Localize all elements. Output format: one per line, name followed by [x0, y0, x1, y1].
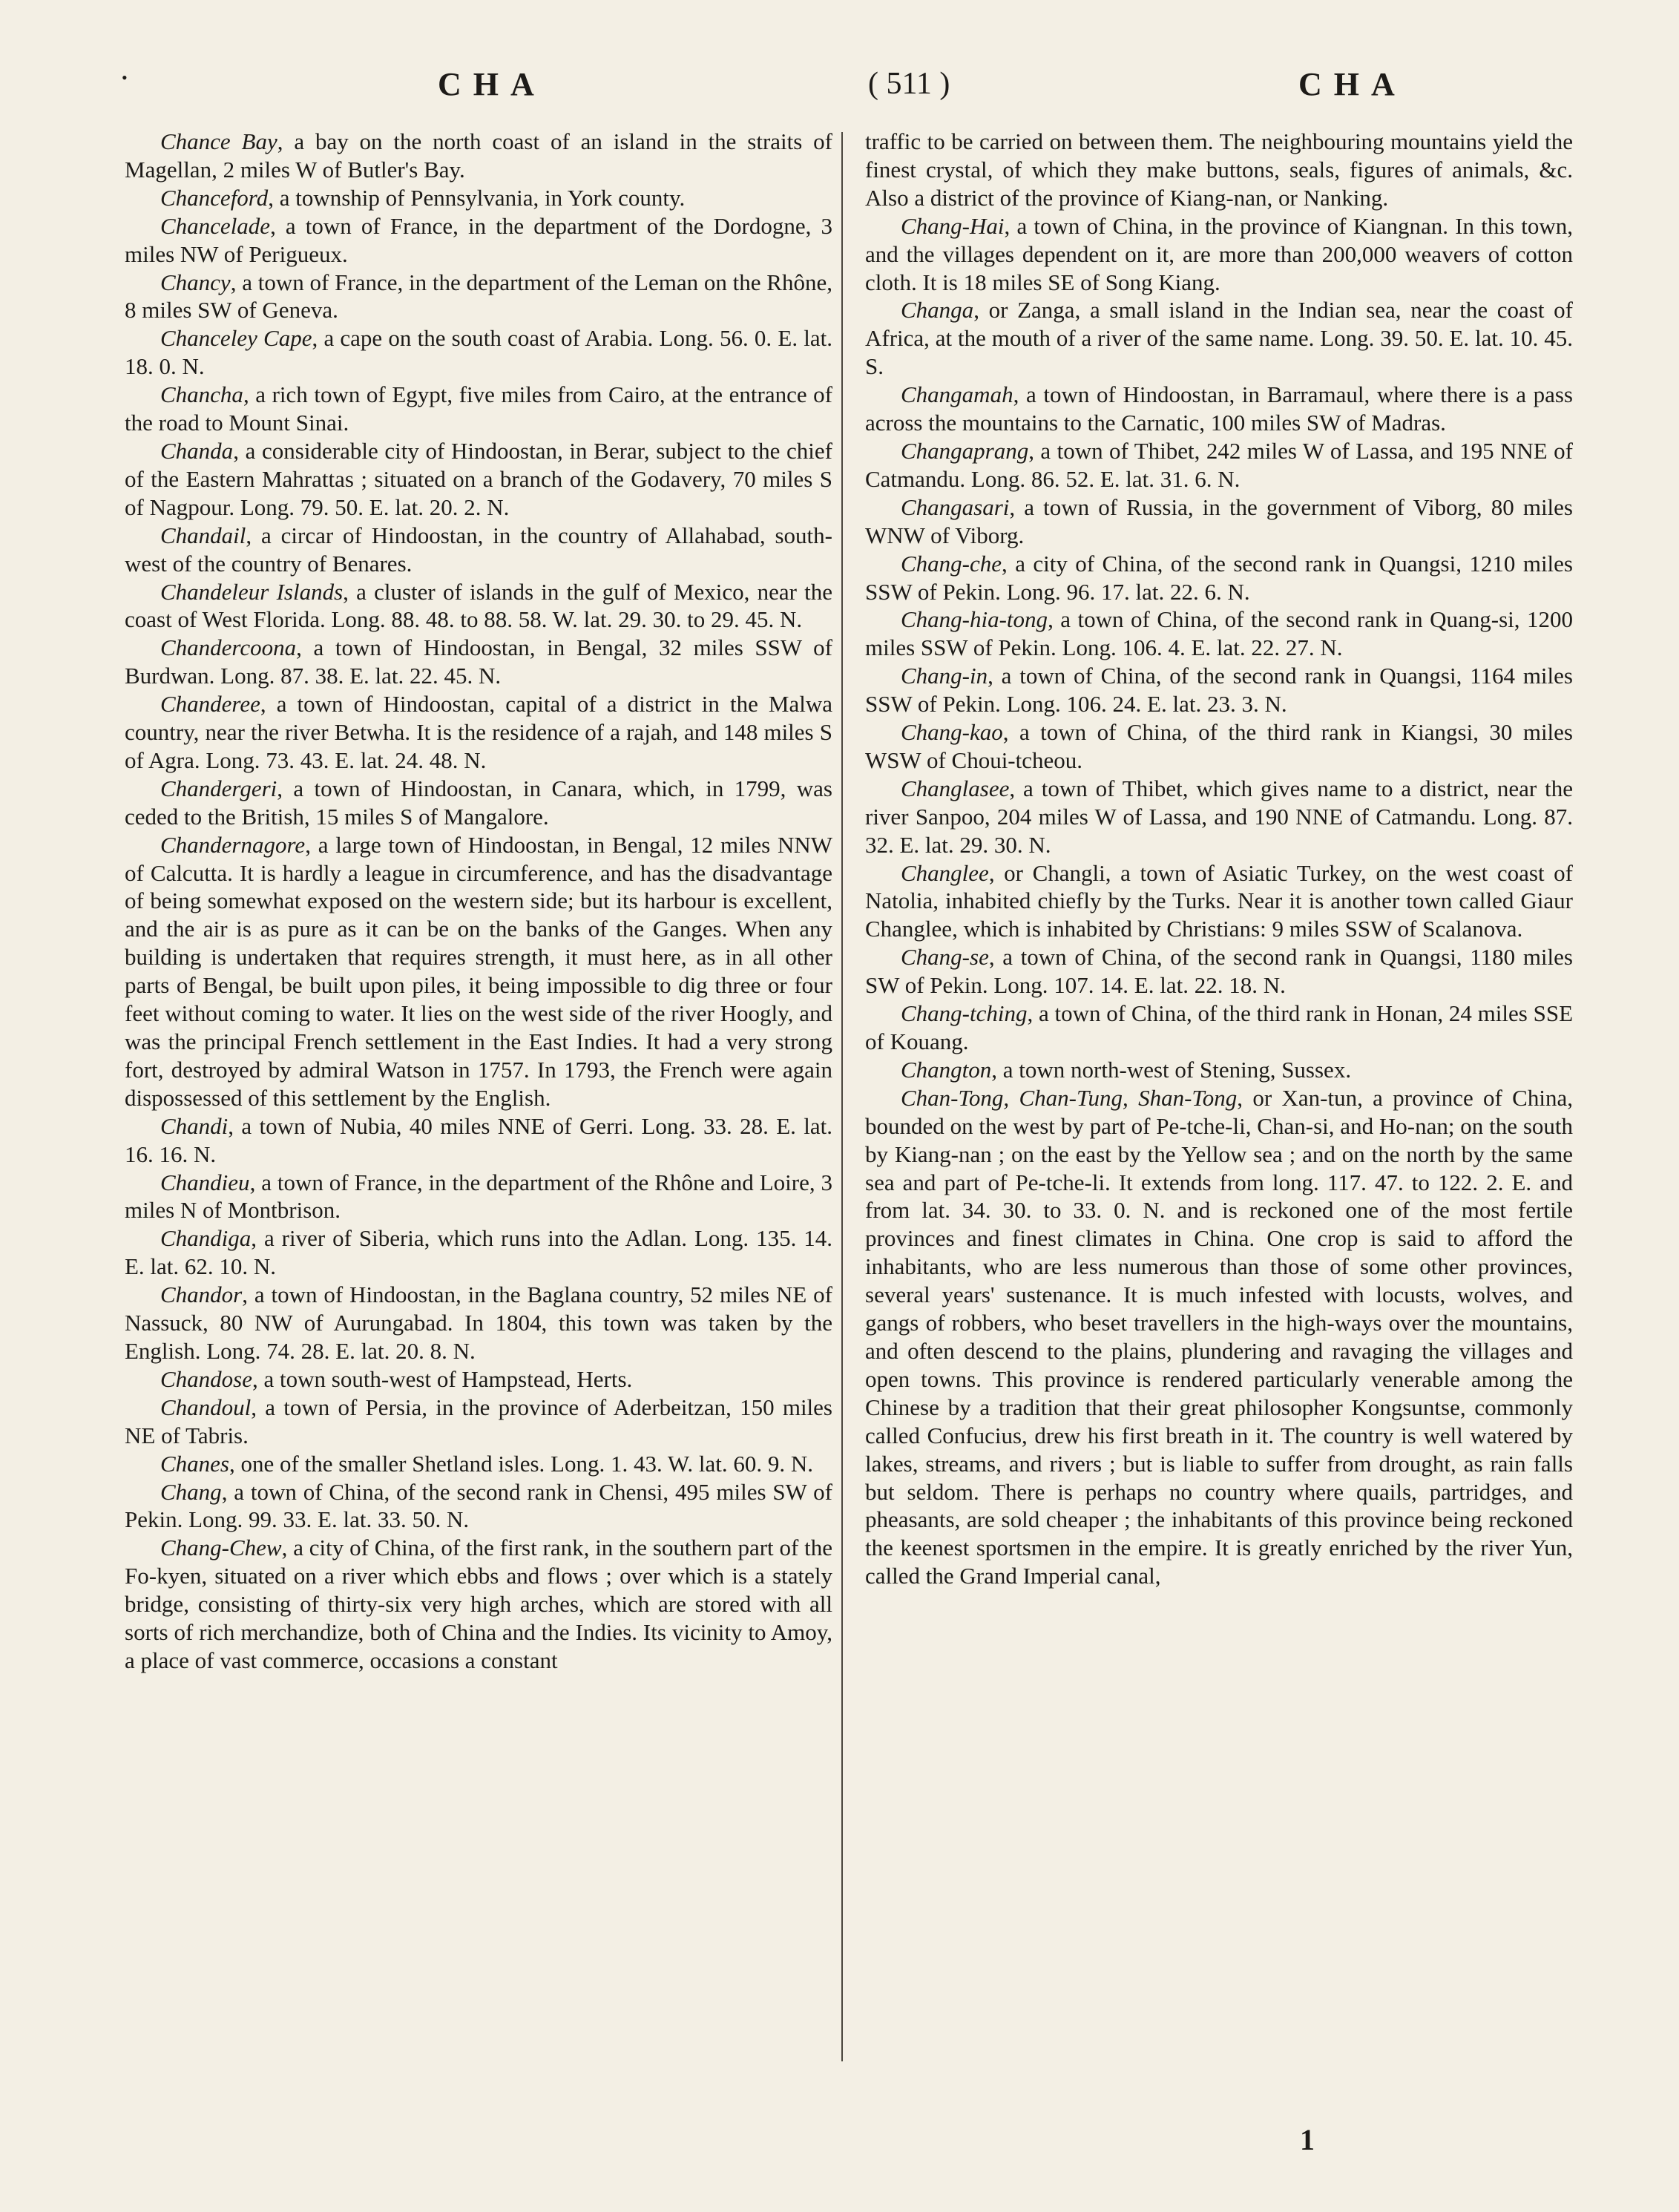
entry-headword: Chancha	[160, 381, 243, 408]
entry-text: , a town of China, of the second rank in Quang-si, 1200 miles SSW of Pekin. Long. 106. 4. E. lat. 22. 27. N.	[865, 606, 1573, 661]
entry-headword: Chandoul	[160, 1394, 252, 1420]
entry-text: , a town of China, of the second rank in Quangsi, 1164 miles SSW of Pekin. Long. 106. 24. E. lat. 23. 3. N.	[865, 663, 1573, 718]
entry-headword: Chandail	[160, 522, 246, 548]
gazetteer-entry	[865, 1084, 1573, 1590]
entry-text: , a town of France, in the department of the Dordogne, 3 miles NW of Perigueux.	[125, 212, 832, 267]
entry-text: , a town of China, of the second rank in Quangsi, 1180 miles SW of Pekin. Long. 107. 14. E. lat. 22. 18. N.	[865, 944, 1573, 999]
entry-headword: Chanceford	[160, 184, 269, 211]
gazetteer-entry	[125, 212, 832, 269]
gazetteer-entry	[125, 1394, 832, 1450]
gazetteer-entry	[125, 1478, 832, 1535]
entry-text: , a circar of Hindoostan, in the country of Allahabad, south-west of the country of Benares.	[125, 522, 832, 577]
entry-headword: Chang	[160, 1478, 222, 1505]
entry-text: , a town of Hindoostan, in Canara, which, in 1799, was ceded to the British, 15 miles S of Mangalore.	[125, 775, 832, 830]
entry-headword: Changton	[901, 1056, 992, 1083]
gazetteer-entry	[865, 493, 1573, 550]
entry-headword: Chang-Chew	[160, 1535, 282, 1561]
entry-headword: Chandeleur Islands	[160, 578, 344, 605]
entry-text: , a town of Thibet, 242 miles W of Lassa, and 195 NNE of Catmandu. Long. 86. 52. E. lat. 31. 6. N.	[865, 437, 1573, 492]
entry-headword: Chanceley Cape	[160, 325, 312, 352]
gazetteer-entry	[125, 775, 832, 831]
signature-mark: 1	[1300, 2123, 1315, 2156]
gazetteer-entry	[125, 1450, 832, 1478]
entry-headword: Chanderee	[160, 691, 260, 718]
entry-headword: Chancelade	[160, 212, 271, 239]
entry-text: , a considerable city of Hindoostan, in Berar, subject to the chief of the Eastern Mahrattas ; situated on a branch of the Godavery, 70 miles S of Nagpour. Long. 79. 50. E. lat. 20. 2. N.	[125, 437, 832, 520]
entry-headword: Chang-che	[901, 550, 1002, 577]
gazetteer-entry	[125, 522, 832, 578]
gazetteer-entry	[125, 128, 832, 184]
page-number: ( 511 )	[868, 67, 950, 101]
gazetteer-entry	[125, 1281, 832, 1365]
gazetteer-entry	[865, 943, 1573, 1000]
entry-text: , a town south-west of Hampstead, Herts.	[252, 1365, 633, 1392]
entry-text: , one of the smaller Shetland isles. Long. 1. 43. W. lat. 60. 9. N.	[229, 1450, 813, 1477]
entry-text: , a town of France, in the department of the Rhône and Loire, 3 miles N of Montbrison.	[125, 1169, 832, 1224]
entry-headword: Chang-se	[901, 944, 989, 971]
gazetteer-entry	[865, 662, 1573, 718]
entry-headword: Chandiga	[160, 1225, 252, 1252]
entry-headword: Chang-Hai	[901, 212, 1005, 239]
entry-text: , a town of France, in the department of the Leman on the Rhône, 8 miles SW of Geneva.	[125, 269, 832, 324]
entry-headword: Chang-tching	[901, 1000, 1028, 1027]
entry-text: , a city of China, of the second rank in Quangsi, 1210 miles SSW of Pekin. Long. 96. 17. lat. 22. 6. N.	[865, 550, 1573, 605]
entry-headword: Changasari	[901, 493, 1010, 520]
entry-headword: Chang-hia-tong	[901, 606, 1048, 633]
entry-headword: Chancy	[160, 269, 231, 295]
entry-text: , a large town of Hindoostan, in Bengal, 12 miles NNW of Calcutta. It is hardly a league in circumference, and has the disadvantage of being somewhat exposed on the western side; but its harbour is excellent, and the air is as pure as it can be on the banks of the Ganges. When any building is undertaken that requires strength, it must here, as in all other parts of Bengal, be built upon piles, it being impossible to dig three or four feet without coming to water. It lies on the west side of the river Hoogly, and was the principal French settlement in the East Indies. It had a very strong fort, destroyed by admiral Watson in 1757. In 1793, the French were again dispossessed of this settlement by the English.	[125, 831, 832, 1111]
header-right: CHA	[1298, 65, 1407, 102]
gazetteer-entry	[125, 634, 832, 690]
entry-text: , a town of Thibet, which gives name to a district, near the river Sanpoo, 204 miles W of Lassa, and 190 NNE of Catmandu. Long. 87. 32. E. lat. 29. 30. N.	[865, 775, 1573, 858]
entry-headword: Changaprang	[901, 437, 1029, 464]
entry-headword: Chan-Tong, Chan-Tung, Shan-Tong	[901, 1084, 1238, 1111]
gazetteer-entry	[125, 324, 832, 381]
entry-text: , a town of China, of the third rank in Kiangsi, 30 miles WSW of Choui-tcheou.	[865, 719, 1573, 773]
header-left: CHA	[438, 65, 546, 102]
gazetteer-entry	[125, 831, 832, 1112]
gazetteer-entry	[125, 1224, 832, 1281]
entry-headword: Changlee	[901, 859, 989, 886]
gazetteer-entry	[865, 718, 1573, 775]
page-mark: •	[122, 68, 128, 87]
gazetteer-entry	[125, 269, 832, 325]
entry-text: , a rich town of Egypt, five miles from Cairo, at the entrance of the road to Mount Sinai.	[125, 381, 832, 436]
entry-text: , a city of China, of the first rank, in the southern part of the Fo-kyen, situated on a river which ebbs and flows ; over which is a stately bridge, consisting of thirty-six very high arches, which are stored with all sorts of rich merchandize, both of China and the Indies. Its vicinity to Amoy, a place of vast commerce, occasions a constant	[125, 1535, 832, 1673]
gazetteer-entry	[125, 1365, 832, 1394]
entry-headword: Chandieu	[160, 1169, 250, 1195]
gazetteer-entry	[125, 690, 832, 775]
entry-text: , a town of Persia, in the province of Aderbeitzan, 150 miles NE of Tabris.	[125, 1394, 832, 1448]
left-column	[125, 128, 832, 1675]
entry-headword: Chandernagore	[160, 831, 306, 858]
entry-headword: Chanda	[160, 437, 234, 464]
entry-text: , a town of Russia, in the government of Viborg, 80 miles WNW of Viborg.	[865, 493, 1573, 548]
entry-text: , a town of Nubia, 40 miles NNE of Gerri. Long. 33. 28. E. lat. 16. 16. N.	[125, 1112, 832, 1167]
entry-text: , or Changli, a town of Asiatic Turkey, on the west coast of Natolia, inhabited chiefly by the Turks. Near it is another town called Giaur Changlee, which is inhabited by Christians: 9 miles SSW of Scalanova.	[865, 859, 1573, 942]
entry-headword: Chang-kao	[901, 719, 1003, 746]
entry-text: , a township of Pennsylvania, in York county.	[268, 184, 686, 211]
gazetteer-entry	[125, 1534, 832, 1675]
entry-text: , a town of Hindoostan, capital of a district in the Malwa country, near the river Betwha. It is the residence of a rajah, and 148 miles S of Agra. Long. 73. 43. E. lat. 24. 48. N.	[125, 691, 832, 773]
entry-headword: Chance Bay	[160, 128, 277, 154]
entry-headword: Changa	[901, 297, 974, 324]
running-header	[111, 58, 1588, 110]
entry-text: , a river of Siberia, which runs into the Adlan. Long. 135. 14. E. lat. 62. 10. N.	[125, 1225, 832, 1280]
entry-text: , a cape on the south coast of Arabia. Long. 56. 0. E. lat. 18. 0. N.	[125, 325, 833, 380]
entry-headword: Changlasee	[901, 775, 1010, 801]
entry-headword: Chandi	[160, 1112, 229, 1139]
gazetteer-entry	[865, 1000, 1573, 1056]
entry-headword: Chandor	[160, 1281, 243, 1308]
gazetteer-entry	[125, 578, 832, 634]
gazetteer-entry	[125, 184, 832, 212]
entry-text: , a bay on the north coast of an island in the straits of Magellan, 2 miles W of Butler's Bay.	[125, 128, 833, 183]
entry-text: , a cluster of islands in the gulf of Mexico, near the coast of West Florida. Long. 88. 48. to 88. 58. W. lat. 29. 30. to 29. 45. N.	[125, 578, 832, 633]
gazetteer-entry	[865, 296, 1573, 381]
gazetteer-entry	[865, 550, 1573, 606]
entry-headword: Chandercoona	[160, 634, 297, 661]
entry-text: , a town of China, of the third rank in Honan, 24 miles SSE of Kouang.	[865, 1000, 1573, 1054]
gazetteer-entry	[865, 212, 1573, 297]
entry-headword: Chandergeri	[160, 775, 277, 801]
entry-text: , or Zanga, a small island in the Indian sea, near the coast of Africa, at the mouth of a river of the same name. Long. 39. 50. E. lat. 10. 45. S.	[865, 297, 1573, 380]
entry-headword: Chandose	[160, 1365, 252, 1392]
gazetteer-entry	[125, 381, 832, 437]
gazetteer-entry	[865, 859, 1573, 944]
gazetteer-entry	[865, 1056, 1573, 1084]
entry-text: traffic to be carried on between them. The neighbouring mountains yield the finest crystal, of which they make buttons, seals, figures of animals, &c. Also a district of the province of Kiang-nan, or Nanking.	[865, 128, 1573, 211]
right-column	[865, 128, 1573, 1590]
gazetteer-entry	[125, 1169, 832, 1225]
entry-text: , a town north-west of Stening, Sussex.	[991, 1056, 1352, 1083]
entry-text: , a town of Hindoostan, in Bengal, 32 miles SSW of Burdwan. Long. 87. 38. E. lat. 22. 45. N.	[125, 634, 832, 689]
entry-headword: Changamah	[901, 381, 1013, 408]
entry-text: , a town of Hindoostan, in the Baglana country, 52 miles NE of Nassuck, 80 NW of Aurungabad. In 1804, this town was taken by the English. Long. 74. 28. E. lat. 20. 8. N.	[125, 1281, 832, 1364]
gazetteer-entry	[865, 775, 1573, 859]
entry-text: , a town of China, of the second rank in Chensi, 495 miles SW of Pekin. Long. 99. 33. E. lat. 33. 50. N.	[125, 1478, 832, 1533]
gazetteer-entry	[865, 381, 1573, 437]
gazetteer-entry	[865, 128, 1573, 212]
entry-headword: Chanes	[160, 1450, 229, 1477]
entry-text: , or Xan-tun, a province of China, bounded on the west by part of Pe-tche-li, Chan-si, and Ho-nan; on the south by Kiang-nan ; on the east by the Yellow sea ; and on the north by the same sea and part of Pe-tche-li. It extends from long. 117. 47. to 122. 2. E. and from lat. 34. 30. to 33. 0. N. and is reckoned one of the most fertile provinces and finest climates in China. One crop is said to afford the inhabitants, who are less numerous than those of some other provinces, several years' sustenance. It is much infested with locusts, wolves, and gangs of robbers, who beset travellers in the high-ways over the mountains, and often descend to the plains, plundering and ravaging the villages and open towns. This province is rendered particularly venerable among the Chinese by a tradition that their great philosopher Kongsuntse, commonly called Confucius, drew his first breath in it. The country is well watered by lakes, streams, and rivers ; but is liable to suffer from drought, as rain falls but seldom. There is perhaps no country where quails, partridges, and pheasants, are sold cheaper ; the inhabitants of this province being reckoned the keenest sportsmen in the empire. It is greatly enriched by the river Yun, called the Grand Imperial canal,	[865, 1084, 1573, 1589]
column-divider	[841, 132, 843, 2061]
entry-headword: Chang-in	[901, 663, 988, 689]
gazetteer-entry	[865, 437, 1573, 493]
gazetteer-entry	[865, 605, 1573, 662]
gazetteer-entry	[125, 1112, 832, 1169]
entry-text: , a town of Hindoostan, in Barramaul, where there is a pass across the mountains to the Carnatic, 100 miles SW of Madras.	[865, 381, 1573, 436]
gazetteer-entry	[125, 437, 832, 522]
entry-text: , a town of China, in the province of Kiangnan. In this town, and the villages dependent on it, are more than 200,000 weavers of cotton cloth. It is 18 miles SE of Song Kiang.	[865, 212, 1573, 295]
